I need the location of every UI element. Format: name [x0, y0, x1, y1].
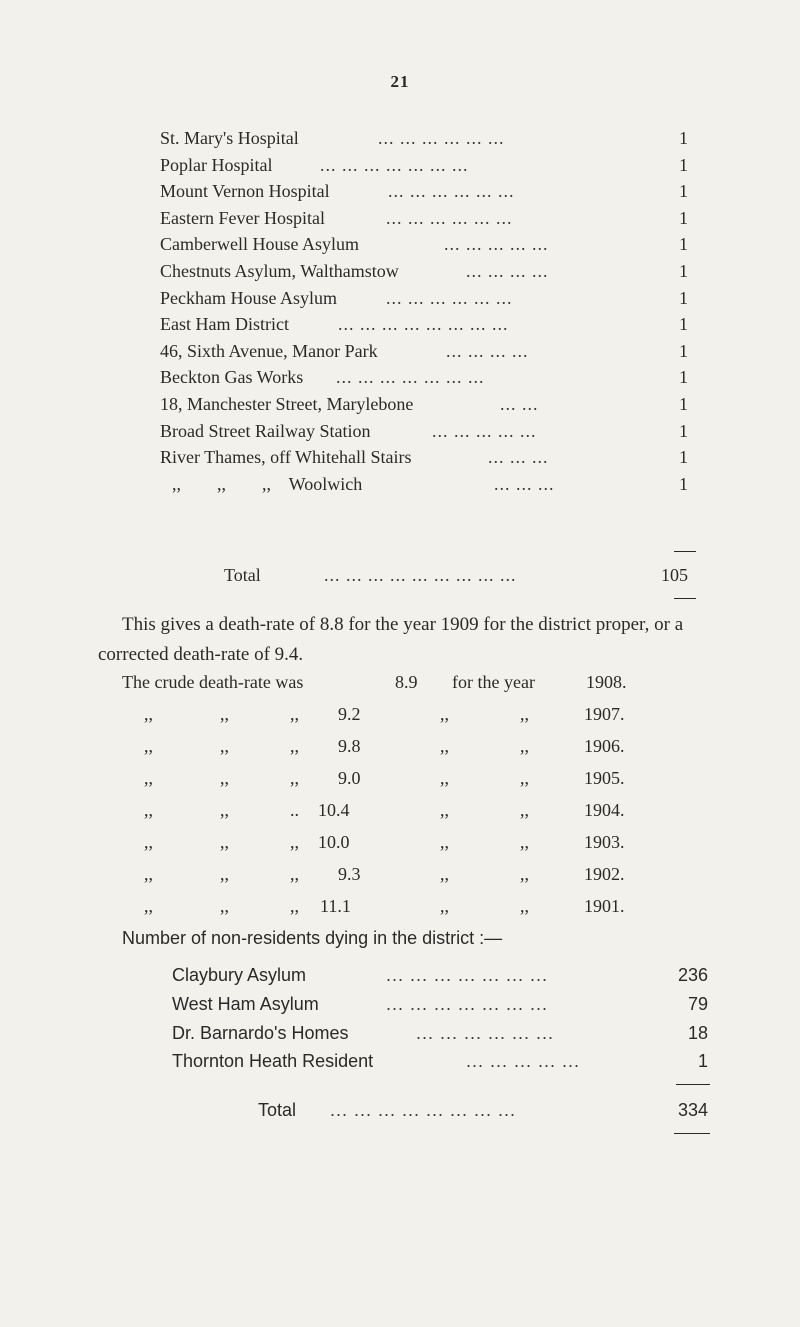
table-row [122, 730, 642, 762]
list-item [160, 444, 688, 471]
list-item [160, 285, 688, 312]
leader-dots: ... ... ... ... ... ... [378, 128, 505, 148]
rate-value: 8.9 [395, 672, 418, 692]
ditto-mark: ,, [520, 864, 529, 884]
list-item-value: 1 [679, 340, 688, 361]
list-item-value: 1 [679, 420, 688, 441]
ditto-mark: ,, [290, 768, 299, 788]
rate-year: 1905. [584, 768, 625, 788]
ditto-mark: ,, [440, 704, 449, 724]
ditto-mark: ,, [144, 768, 153, 788]
subtotal-rule [676, 1084, 710, 1085]
leader-dots: ... ... ... ... ... ... ... [336, 367, 485, 388]
ditto-mark: ,, [144, 864, 153, 884]
rate-year: 1904. [584, 800, 625, 820]
list-item-value: 1 [679, 314, 688, 335]
table-row [122, 890, 642, 922]
rate-year: 1908. [586, 672, 627, 692]
list-item-name: Broad Street Railway Station [160, 420, 371, 441]
list-item [160, 391, 688, 418]
total-row [160, 562, 688, 589]
ditto-mark: ,, [440, 896, 449, 916]
ditto-mark: ,, [290, 864, 299, 884]
leader-dots: ... ... ... ... [446, 340, 529, 361]
list-item-name: Chestnuts Asylum, Walthamstow [160, 260, 399, 281]
list-item [160, 338, 688, 365]
rate-value: 9.0 [338, 768, 361, 788]
leader-dots: ... ... ... ... ... [466, 1051, 581, 1072]
list-item-name: St. Mary's Hospital [160, 128, 299, 148]
table-row [122, 794, 642, 826]
list-item [160, 178, 688, 205]
list-item [172, 990, 708, 1019]
ditto-mark: ,, [290, 736, 299, 756]
rate-year: 1907. [584, 704, 625, 724]
list-item-name: 46, Sixth Avenue, Manor Park [160, 340, 378, 361]
leader-dots: ... ... ... [488, 447, 549, 468]
ditto-mark: ,, [144, 896, 153, 916]
ditto-mark: ,, [520, 800, 529, 820]
list-item-name: Poplar Hospital [160, 154, 273, 175]
list-item-value: 79 [687, 993, 708, 1014]
table-row [122, 698, 642, 730]
leader-dots: ... ... ... ... ... ... [386, 287, 513, 308]
ditto-mark: ,, [440, 736, 449, 756]
leader-dots: ... ... ... ... ... [432, 420, 537, 441]
rate-lead-text: The crude death-rate was [122, 672, 304, 692]
list-item-value: 1 [679, 393, 688, 414]
non-residents-list [172, 961, 708, 1076]
list-item-name: Camberwell House Asylum [160, 234, 359, 255]
rate-year: 1901. [584, 896, 625, 916]
total-underline [674, 1133, 710, 1134]
table-row [122, 666, 642, 698]
leader-dots: ... ... ... ... ... ... ... ... [338, 314, 509, 335]
crude-rates-table [122, 666, 642, 922]
rate-value: 10.4 [318, 800, 350, 820]
ditto-mark: ,, [144, 800, 153, 820]
list-item-value: 1 [679, 181, 688, 202]
rate-value: 9.2 [338, 704, 361, 724]
leader-dots: ... ... ... ... ... ... [416, 1022, 555, 1043]
subtotal-rule [674, 551, 696, 552]
total-label: Total [258, 1100, 297, 1120]
list-item [160, 152, 688, 179]
list-item-name: Claybury Asylum [172, 965, 307, 985]
ditto-mark: ,, [520, 896, 529, 916]
non-residents-heading: Number of non-residents dying in the district :— [122, 928, 503, 948]
list-item [160, 258, 688, 285]
ditto-mark: ,, [220, 800, 229, 820]
non-residents-total-row [172, 1096, 708, 1125]
table-row [122, 858, 642, 890]
leader-dots: ... ... ... ... ... ... [386, 207, 513, 228]
ditto-mark: ,, [520, 832, 529, 852]
list-item-name: Dr. Barnardo's Homes [172, 1022, 349, 1043]
list-item-name: ,, ,, ,, Woolwich [172, 473, 363, 494]
leader-dots: ... ... ... ... ... ... ... [386, 993, 549, 1014]
total-label: Total [224, 565, 261, 585]
list-item-value: 1 [679, 260, 688, 281]
list-item-value: 18 [687, 1022, 708, 1043]
deaths-list [160, 125, 688, 497]
list-item-name: West Ham Asylum [172, 993, 319, 1014]
list-item [160, 205, 688, 232]
ditto-mark: ,, [520, 736, 529, 756]
list-item-name: 18, Manchester Street, Marylebone [160, 393, 414, 414]
list-item-value: 1 [697, 1051, 708, 1072]
ditto-mark: ,, [440, 768, 449, 788]
page-number: 21 [390, 72, 410, 91]
table-row [122, 762, 642, 794]
total-underline [674, 598, 696, 599]
ditto-mark: ,, [440, 800, 449, 820]
leader-dots: ... ... ... ... ... ... ... [386, 965, 549, 985]
ditto-mark: ,, [220, 896, 229, 916]
rate-year-label: for the year [452, 672, 535, 692]
list-item-name: Mount Vernon Hospital [160, 181, 330, 202]
list-item [160, 231, 688, 258]
ditto-mark: ,, [144, 832, 153, 852]
rate-year: 1903. [584, 832, 625, 852]
ditto-mark: ,, [220, 736, 229, 756]
rate-year: 1906. [584, 736, 625, 756]
ditto-mark: ,, [220, 864, 229, 884]
list-item-value: 1 [679, 473, 688, 494]
ditto-mark: ,, [290, 896, 299, 916]
rate-value: 9.8 [338, 736, 361, 756]
list-item-value: 236 [677, 965, 708, 985]
deaths-total-row [160, 562, 688, 589]
ditto-mark: ,, [440, 832, 449, 852]
list-item-name: River Thames, off Whitehall Stairs [160, 447, 412, 468]
ditto-mark: ,, [220, 832, 229, 852]
rate-value: 9.3 [338, 864, 361, 884]
leader-dots: ... ... ... ... ... [444, 234, 549, 255]
list-item-name: Thornton Heath Resident [172, 1051, 374, 1072]
death-rate-paragraph: This gives a death-rate of 8.8 for the year 1909 for the district proper, or a corrected death-rate of 9.4. [98, 614, 684, 665]
list-item [160, 364, 688, 391]
list-item [172, 1047, 708, 1076]
rate-year: 1902. [584, 864, 625, 884]
ditto-mark: ,, [144, 704, 153, 724]
table-row [122, 826, 642, 858]
list-item-value: 1 [679, 234, 688, 255]
leader-dots: ... ... [500, 393, 539, 414]
list-item [160, 418, 688, 445]
leader-dots: ... ... ... ... ... ... ... ... [330, 1100, 517, 1120]
leader-dots: ... ... ... [494, 473, 555, 494]
list-item-name: East Ham District [160, 314, 289, 335]
list-item-value: 1 [679, 287, 688, 308]
rate-value: 11.1 [320, 896, 351, 916]
list-item-name: Beckton Gas Works [160, 367, 304, 388]
list-item-value: 1 [679, 367, 688, 388]
ditto-mark: ,, [144, 736, 153, 756]
ditto-mark: ,, [440, 864, 449, 884]
list-item-value: 1 [679, 128, 688, 148]
ditto-mark: ,, [520, 704, 529, 724]
list-item [172, 961, 708, 990]
list-item [160, 471, 688, 498]
total-row [172, 1096, 708, 1125]
total-value: 105 [661, 565, 688, 585]
list-item-value: 1 [679, 154, 688, 175]
ditto-mark: ,, [290, 832, 299, 852]
leader-dots: ... ... ... ... [466, 260, 549, 281]
leader-dots: ... ... ... ... ... ... [388, 181, 515, 202]
list-item-name: Peckham House Asylum [160, 287, 337, 308]
ditto-mark: .. [290, 800, 299, 820]
total-value: 334 [677, 1100, 708, 1120]
ditto-mark: ,, [220, 768, 229, 788]
rate-value: 10.0 [318, 832, 350, 852]
list-item-value: 1 [679, 207, 688, 228]
list-item [160, 311, 688, 338]
list-item [160, 125, 688, 152]
list-item-value: 1 [679, 447, 688, 468]
leader-dots: ... ... ... ... ... ... ... [320, 154, 469, 175]
ditto-mark: ,, [290, 704, 299, 724]
list-item-name: Eastern Fever Hospital [160, 207, 325, 228]
ditto-mark: ,, [220, 704, 229, 724]
list-item [172, 1019, 708, 1048]
leader-dots: ... ... ... ... ... ... ... ... ... [324, 565, 517, 585]
ditto-mark: ,, [520, 768, 529, 788]
